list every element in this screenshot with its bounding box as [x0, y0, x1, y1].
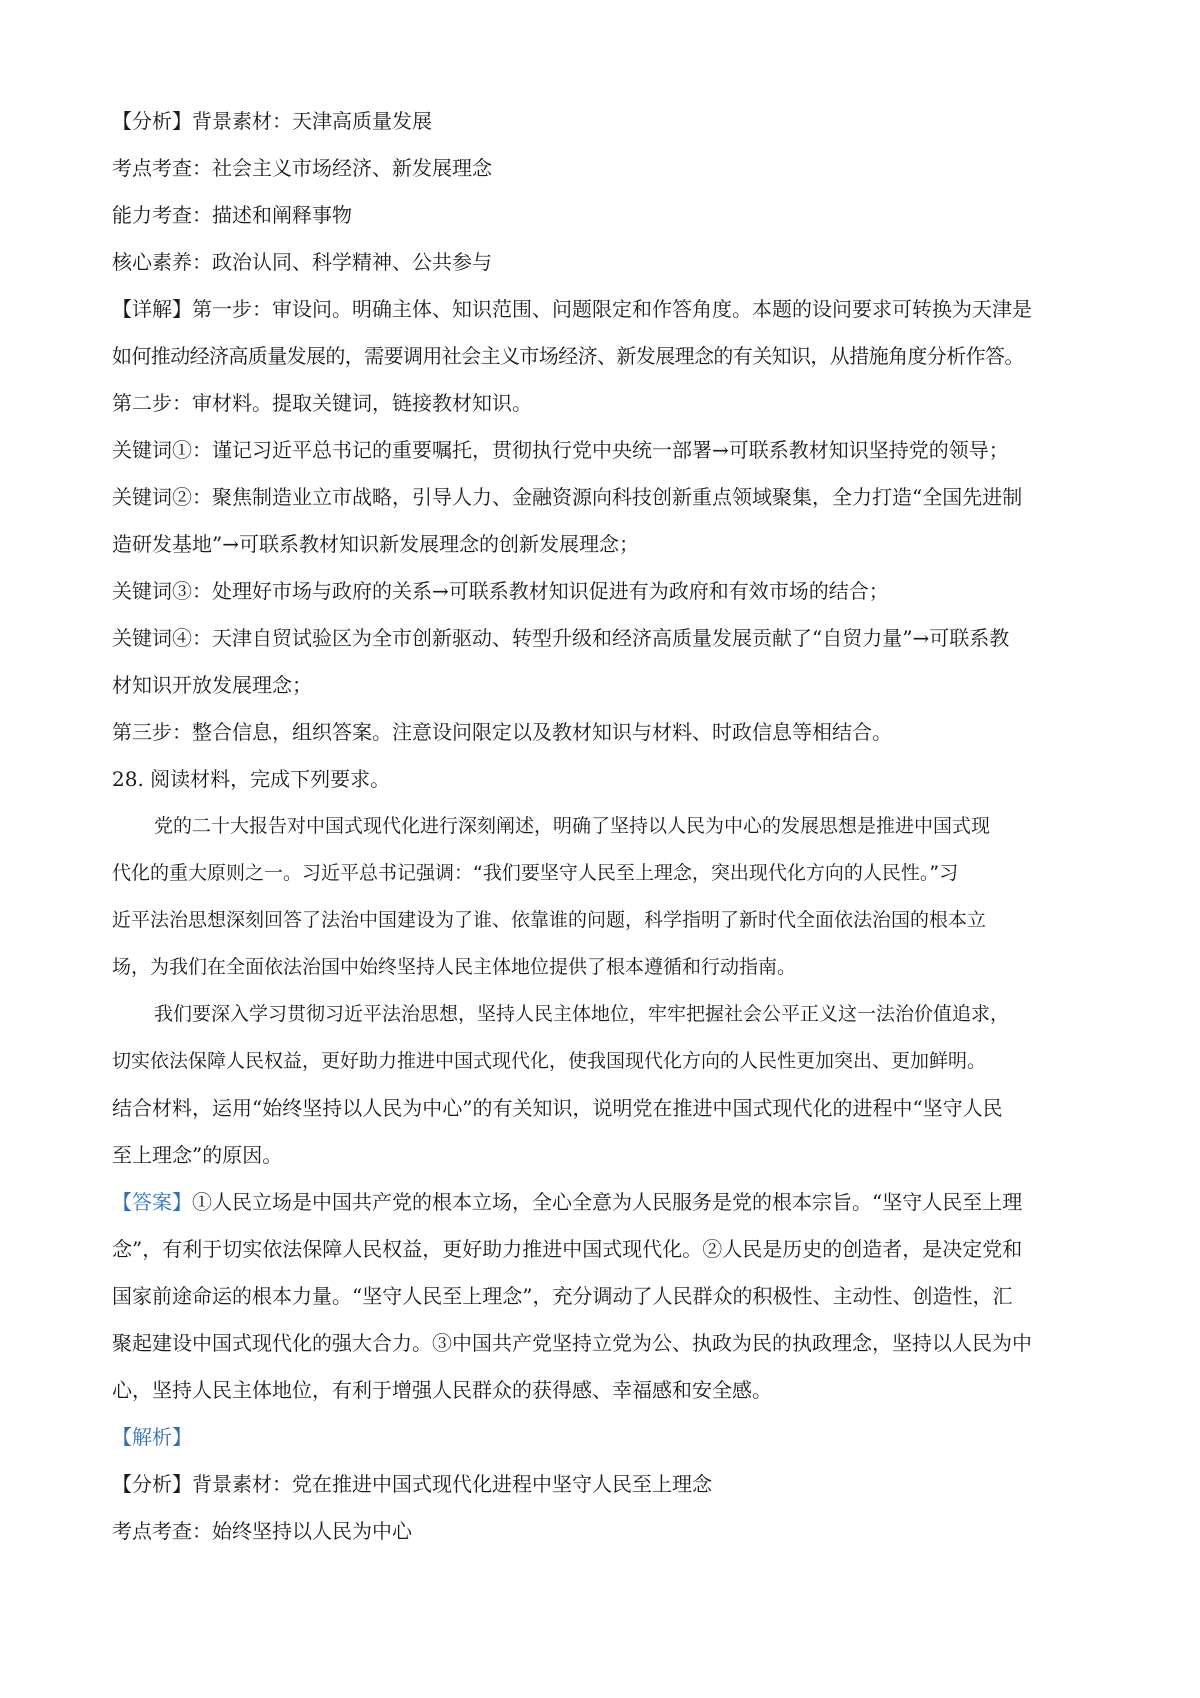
jiexi-tag: 【解析】 — [112, 1425, 192, 1449]
nengli-line: 能力考查：描述和阐释事物 — [112, 203, 352, 227]
kaodian-line: 考点考查：社会主义市场经济、新发展理念 — [112, 156, 492, 180]
passage-2-line-2: 切实依法保障人民权益，更好助力推进中国式现代化，使我国现代化方向的人民性更加突出、更加鲜明。 — [112, 1050, 987, 1072]
keyword-2-line-1: 关键词②：聚焦制造业立市战略，引导人力、金融资源向科技创新重点领域聚集，全力打造“全国先进制 — [112, 485, 1023, 509]
analysis-2-line — [112, 1461, 1102, 1508]
kaodian-2-line: 考点考查：始终坚持以人民为中心 — [112, 1519, 412, 1543]
analysis-2-tag: 【分析】 — [112, 1472, 192, 1496]
task-line-2: 至上理念”的原因。 — [112, 1143, 283, 1167]
detail-line-2: 如何推动经济高质量发展的，需要调用社会主义市场经济、新发展理念的有关知识，从措施角度分析作答。 — [112, 344, 1024, 368]
passage-1-line-1: 党的二十大报告对中国式现代化进行深刻阐述，明确了坚持以人民为中心的发展思想是推进中国式现 — [154, 815, 991, 837]
passage-1-line-4: 场，为我们在全面依法治国中始终坚持人民主体地位提供了根本遵循和行动指南。 — [112, 956, 797, 978]
answer-tag: 【答案】 — [112, 1190, 192, 1214]
suyang-line: 核心素养：政治认同、科学精神、公共参与 — [112, 250, 492, 274]
question-28-stem: 28. 阅读材料，完成下列要求。 — [112, 767, 391, 791]
answer-line-1 — [112, 1179, 1102, 1226]
passage-1-line-3: 近平法治思想深刻回答了法治中国建设为了谁、依靠谁的问题，科学指明了新时代全面依法治国的根本立 — [112, 909, 987, 931]
answer-text-1: ①人民立场是中国共产党的根本立场，全心全意为人民服务是党的根本宗旨。“坚守人民至上理 — [192, 1190, 1023, 1214]
document-page — [112, 98, 1102, 1555]
answer-line-2: 念”，有利于切实依法保障人民权益，更好助力推进中国式现代化。②人民是历史的创造者，是决定党和 — [112, 1237, 1023, 1261]
step2-line: 第二步：审材料。提取关键词，链接教材知识。 — [112, 391, 532, 415]
passage-1-line-2: 代化的重大原则之一。习近平总书记强调：“我们要坚守人民至上理念，突出现代化方向的人民性。”习 — [112, 862, 959, 884]
passage-2-line-1: 我们要深入学习贯彻习近平法治思想，坚持人民主体地位，牢牢把握社会公平正义这一法治价值追求， — [154, 1003, 1010, 1025]
detail-tag: 【详解】 — [112, 297, 192, 321]
answer-line-4: 聚起建设中国式现代化的强大合力。③中国共产党坚持立党为公、执政为民的执政理念，坚持以人民为中 — [112, 1331, 1032, 1355]
step3-line: 第三步：整合信息，组织答案。注意设问限定以及教材知识与材料、时政信息等相结合。 — [112, 720, 892, 744]
keyword-4-line-1: 关键词④：天津自贸试验区为全市创新驱动、转型升级和经济高质量发展贡献了“自贸力量”→可联系教 — [112, 626, 1010, 650]
analysis-line — [112, 98, 1102, 145]
answer-line-5: 心，坚持人民主体地位，有利于增强人民群众的获得感、幸福感和安全感。 — [112, 1378, 772, 1402]
detail-line-1 — [112, 286, 1102, 333]
task-line-1: 结合材料，运用“始终坚持以人民为中心”的有关知识，说明党在推进中国式现代化的进程中“坚守人民 — [112, 1096, 1003, 1120]
keyword-4-line-2: 材知识开放发展理念； — [112, 673, 312, 697]
analysis-2-text: 背景素材：党在推进中国式现代化进程中坚守人民至上理念 — [192, 1472, 712, 1496]
keyword-2-line-2: 造研发基地”→可联系教材知识新发展理念的创新发展理念； — [112, 532, 639, 556]
keyword-1-line: 关键词①：谨记习近平总书记的重要嘱托，贯彻执行党中央统一部署→可联系教材知识坚持党的领导； — [112, 438, 1009, 462]
detail-text-1: 第一步：审设问。明确主体、知识范围、问题限定和作答角度。本题的设问要求可转换为天津是 — [192, 297, 1032, 321]
answer-line-3: 国家前途命运的根本力量。“坚守人民至上理念”，充分调动了人民群众的积极性、主动性、创造性，汇 — [112, 1284, 1013, 1308]
analysis-tag: 【分析】 — [112, 109, 192, 133]
keyword-3-line: 关键词③：处理好市场与政府的关系→可联系教材知识促进有为政府和有效市场的结合； — [112, 579, 889, 603]
analysis-text: 背景素材：天津高质量发展 — [192, 109, 432, 133]
